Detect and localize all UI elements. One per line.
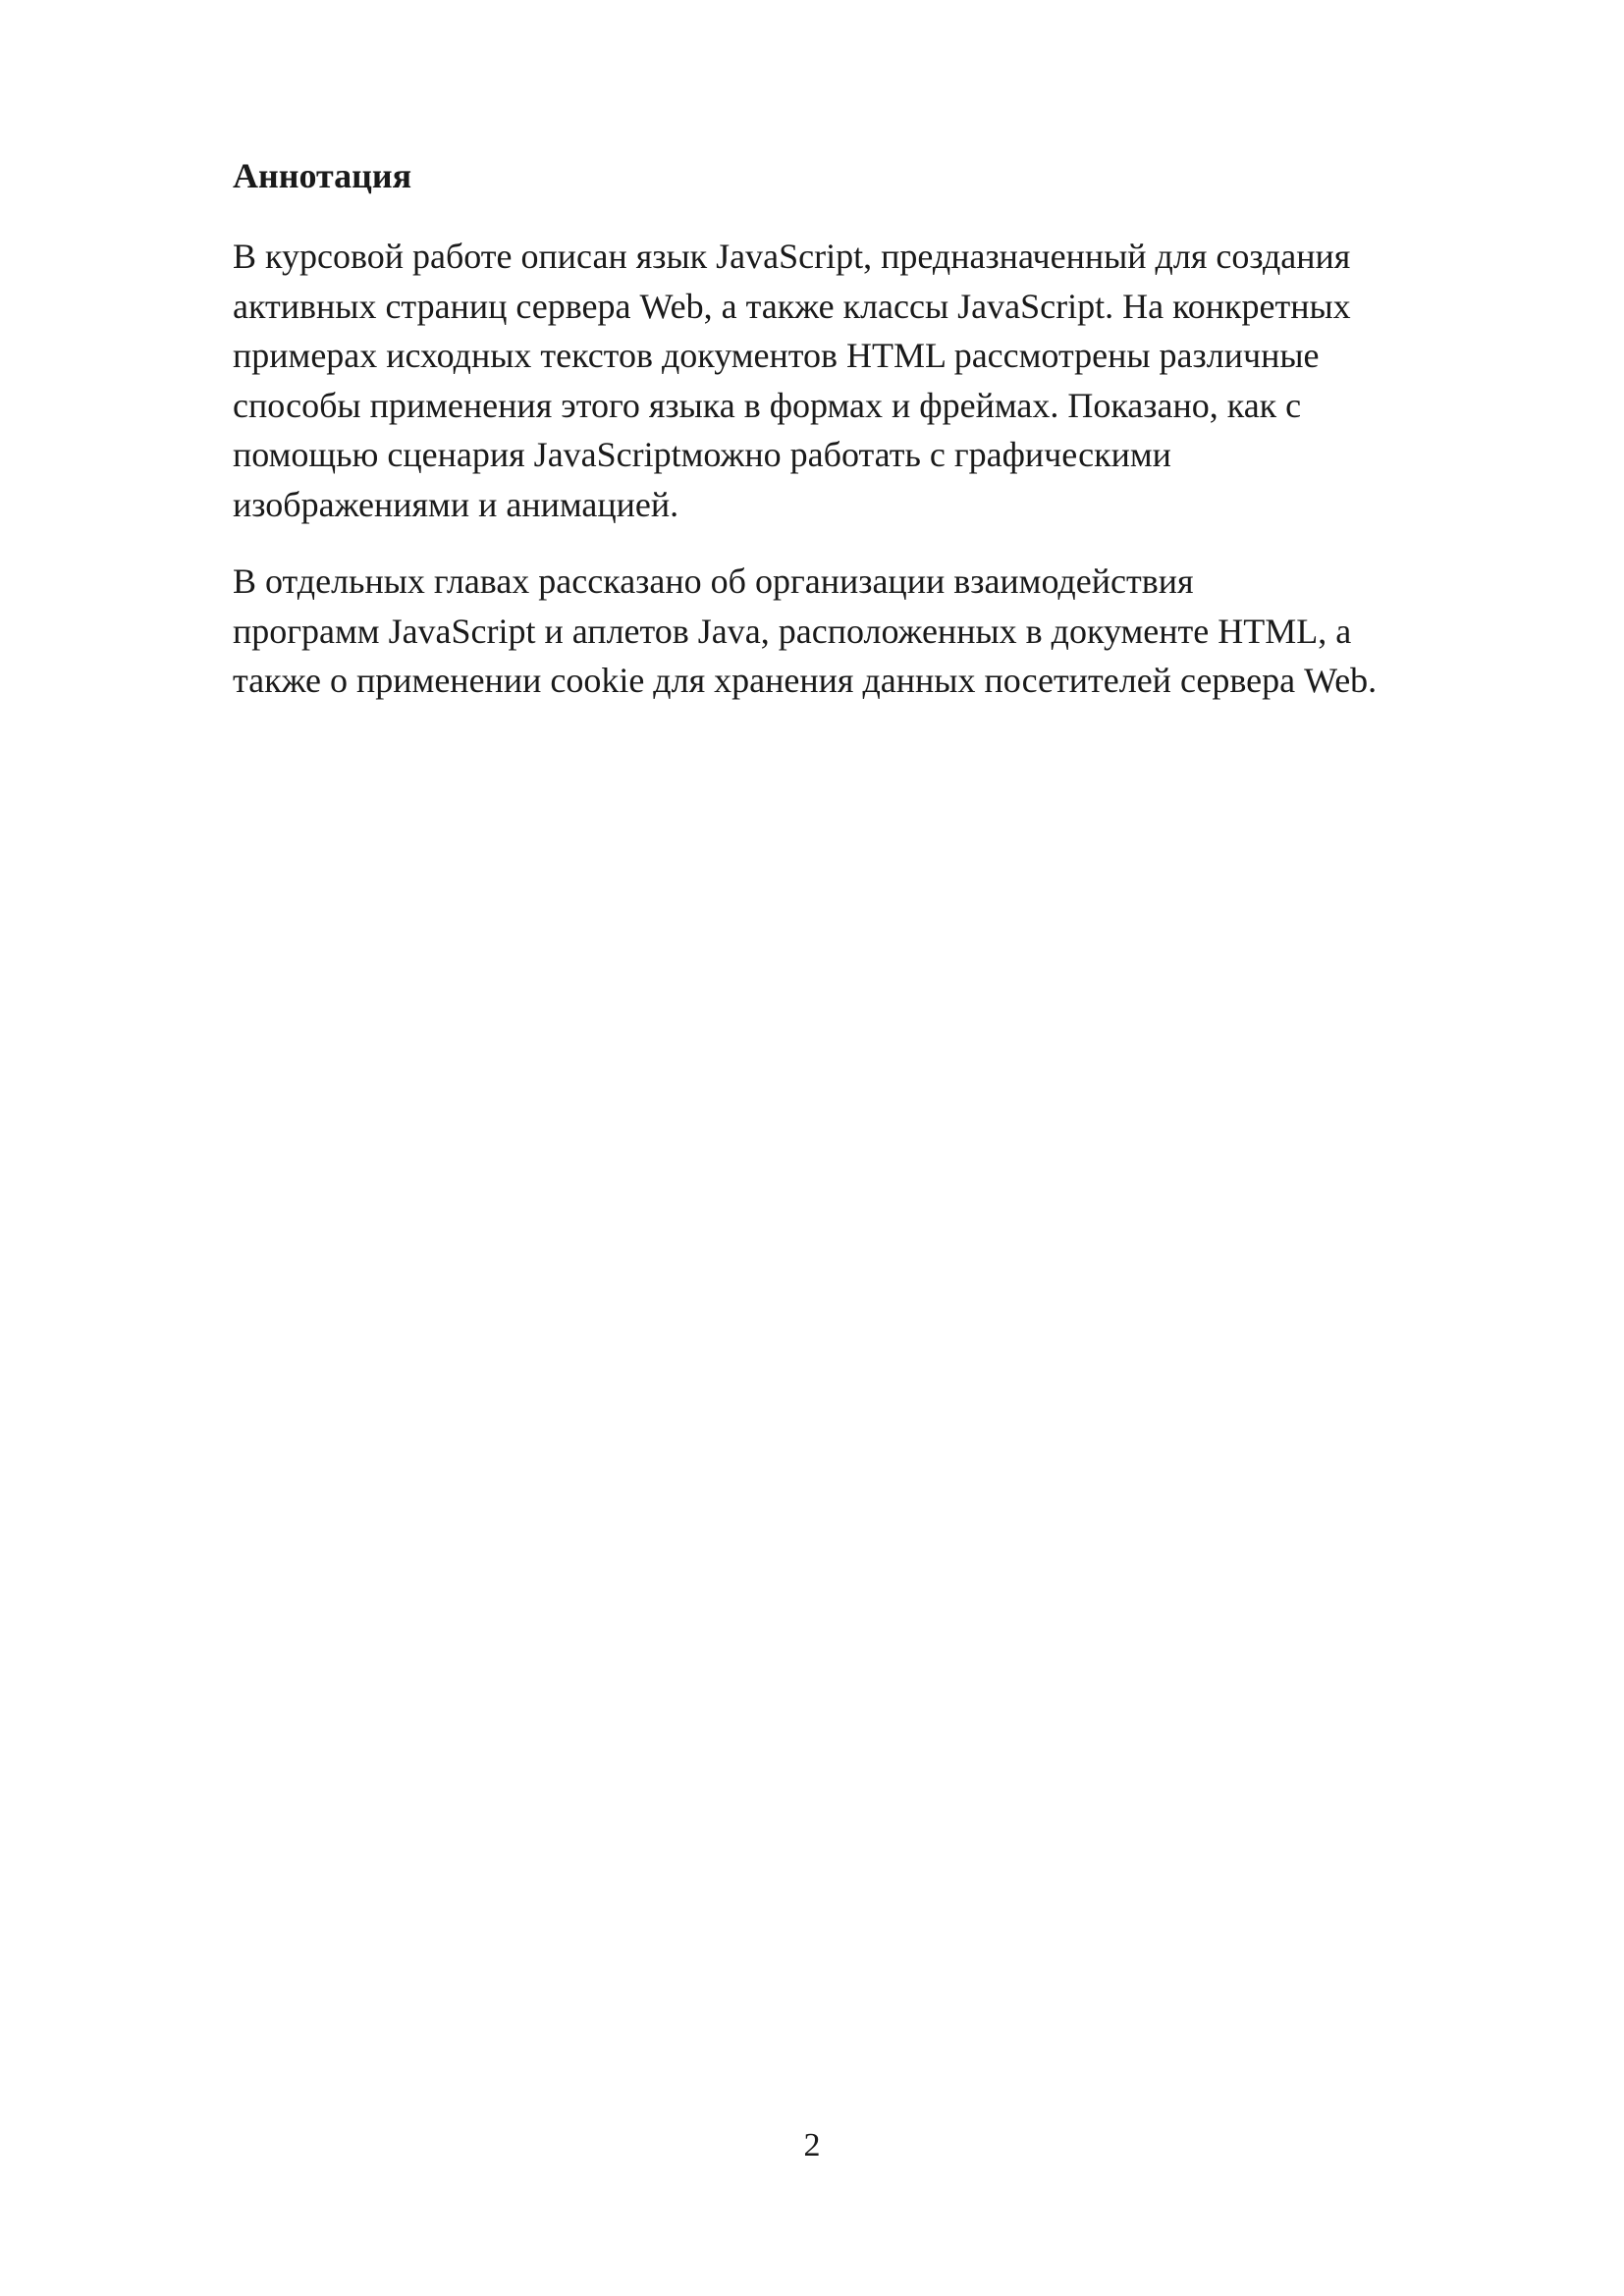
paragraph-line: программ JavaScript и аплетов Java, расположенных в документе HTML, а (233, 611, 1352, 651)
paragraph-line: примерах исходных текстов документов HTML рассмотрены различные (233, 336, 1320, 375)
page-heading: Аннотация (233, 156, 412, 195)
paragraph-2 (233, 557, 1470, 706)
paragraph-1 (233, 232, 1470, 529)
paragraph-line: В отдельных главах рассказано об организации взаимодействия (233, 561, 1194, 601)
paragraph-line: способы применения этого языка в формах и фреймах. Показано, как с (233, 385, 1302, 425)
paragraph-line: В курсовой работе описан язык JavaScript, предназначенный для создания (233, 237, 1351, 276)
page-content (233, 151, 1470, 706)
paragraph-line: изображениями и анимацией. (233, 484, 679, 524)
paragraph-line: активных страниц сервера Web, а также классы JavaScript. На конкретных (233, 286, 1351, 326)
paragraph-line: помощью сценария JavaScriptможно работать с графическими (233, 435, 1171, 474)
paragraph-line: также о применении cookie для хранения данных посетителей сервера Web. (233, 661, 1378, 700)
page-number: 2 (803, 2127, 821, 2163)
